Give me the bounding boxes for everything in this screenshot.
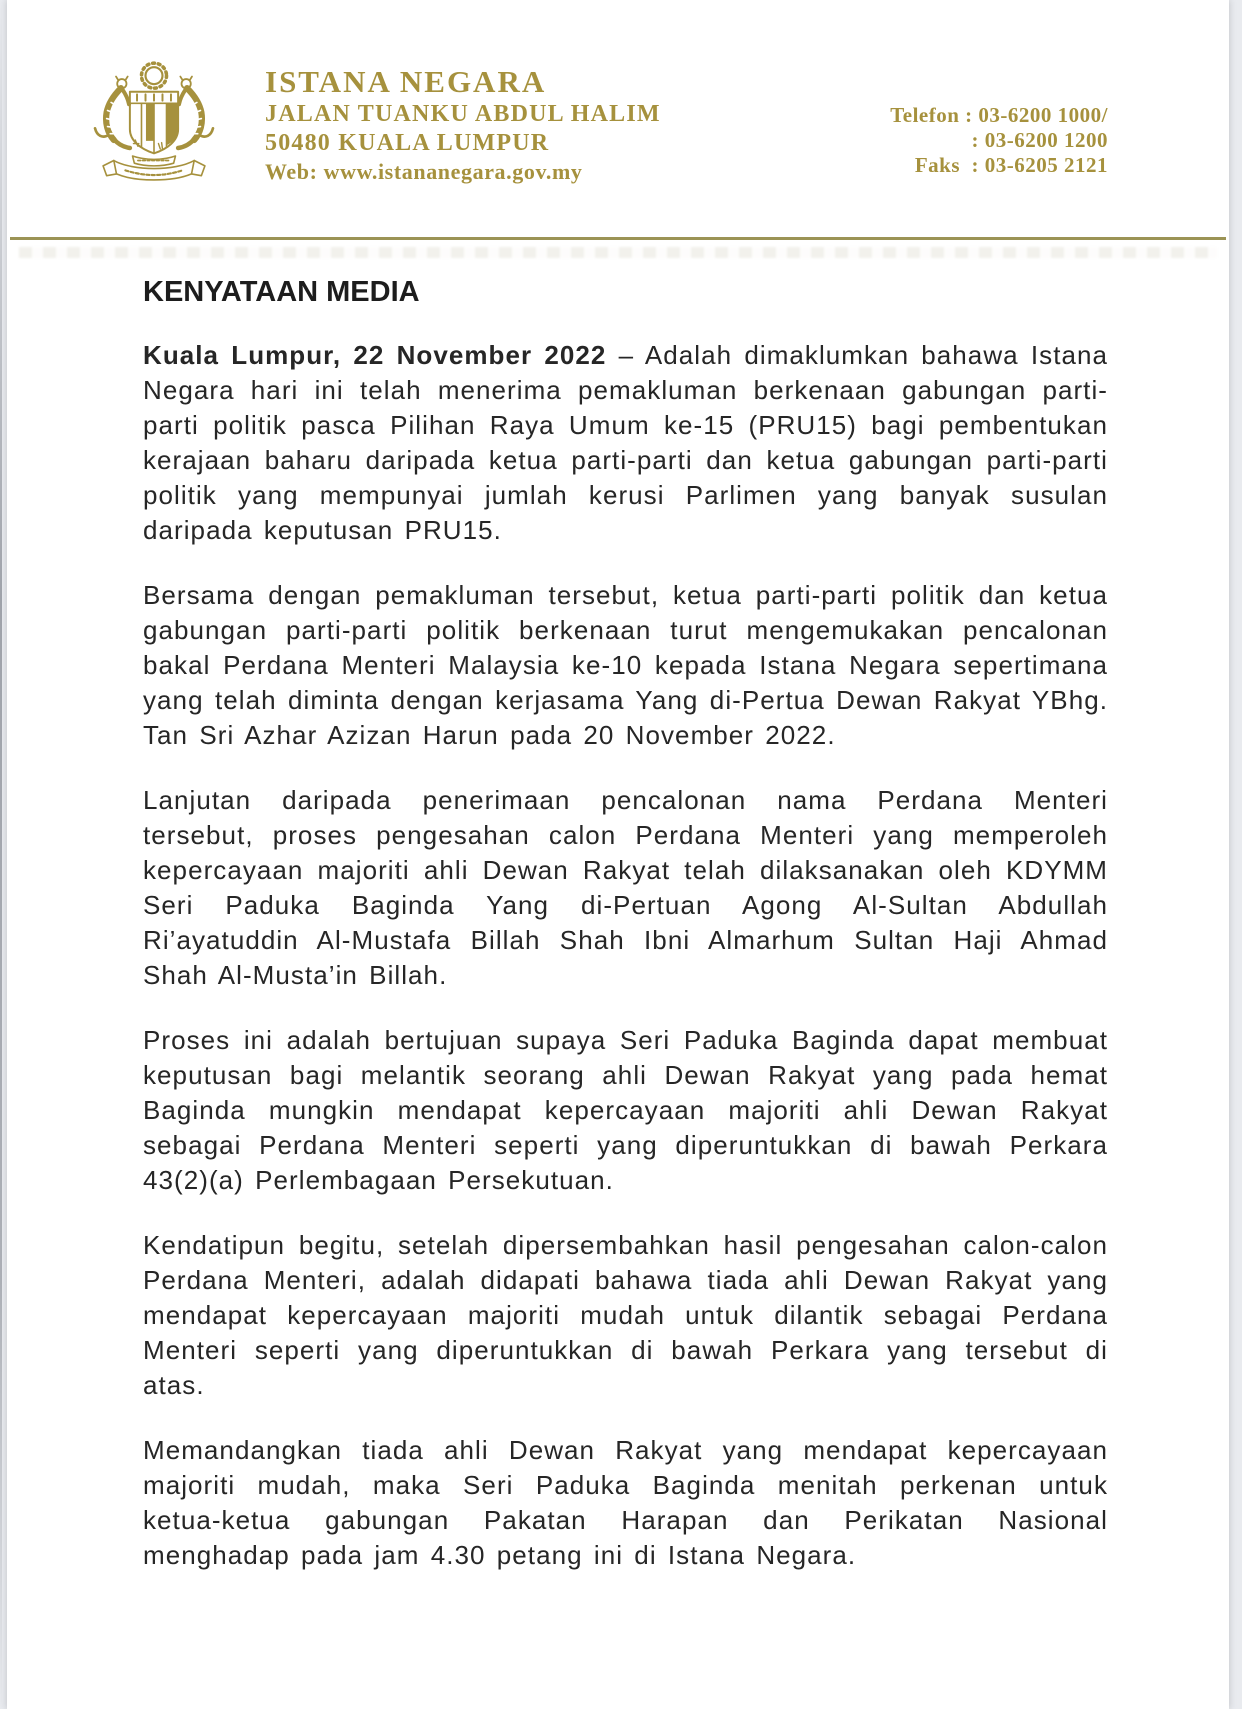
malaysia-coat-of-arms-icon [78, 56, 230, 190]
scan-bleed-artifact [19, 247, 1217, 258]
website-line: Web: www.istananegara.gov.my [265, 159, 583, 184]
paragraph-3 [143, 783, 1108, 993]
letterhead-divider [10, 237, 1226, 240]
paragraph-6 [143, 1433, 1108, 1573]
paragraph-1 [143, 338, 1108, 548]
paragraph-2-text: Bersama dengan pemakluman tersebut, ketua parti-parti politik dan ketua gabungan parti-parti politik berkenaan turut mengemukakan pencalonan bakal Perdana Menteri Malaysia ke-10 kepada Istana Negara sepertimana yang telah diminta dengan kerjasama Yang di-Pertua Dewan Rakyat YBhg. Tan Sri Azhar Azizan Harun pada 20 November 2022. [143, 580, 1108, 750]
document-heading: KENYATAAN MEDIA [143, 276, 420, 308]
paragraph-6-text: Memandangkan tiada ahli Dewan Rakyat yang mendapat kepercayaan majoriti mudah, maka Seri Paduka Baginda menitah perkenan untuk ketua-ketua gabungan Pakatan Harapan dan Perikatan Nasional menghadap pada jam 4.30 petang ini di Istana Negara. [143, 1435, 1108, 1570]
faks-line: Faks : 03-6205 2121 [914, 153, 1108, 177]
address-line-2: 50480 KUALA LUMPUR [265, 130, 550, 156]
letter-page [7, 0, 1229, 1709]
org-name: ISTANA NEGARA [265, 64, 547, 99]
paragraph-4 [143, 1023, 1108, 1198]
paragraph-1-text: – Adalah dimaklumkan bahawa Istana Negara hari ini telah menerima pemakluman berkenaan gabungan parti-parti politik pasca Pilihan Raya Umum ke-15 (PRU15) bagi pembentukan kerajaan baharu daripada ketua parti-parti dan ketua gabungan parti-parti politik yang mempunyai jumlah kerusi Parlimen yang banyak susulan daripada keputusan PRU15. [143, 340, 1108, 545]
dateline: Kuala Lumpur, 22 November 2022 [143, 340, 607, 370]
paragraph-4-text: Proses ini adalah bertujuan supaya Seri Paduka Baginda dapat membuat keputusan bagi melantik seorang ahli Dewan Rakyat yang pada hemat Baginda mungkin mendapat kepercayaan majoriti ahli Dewan Rakyat sebagai Perdana Menteri seperti yang diperuntukkan di bawah Perkara 43(2)(a) Perlembagaan Persekutuan. [143, 1025, 1108, 1195]
press-release-body [7, 276, 1229, 1573]
letterhead [7, 0, 1229, 239]
paragraph-5-text: Kendatipun begitu, setelah dipersembahkan hasil pengesahan calon-calon Perdana Menteri, adalah didapati bahawa tiada ahli Dewan Rakyat yang mendapat kepercayaan majoriti mudah untuk dilantik sebagai Perdana Menteri seperti yang diperuntukkan di bawah Perkara yang tersebut di atas. [143, 1230, 1108, 1400]
telefon-line-1: Telefon : 03-6200 1000/ [890, 103, 1108, 127]
address-line-1: JALAN TUANKU ABDUL HALIM [265, 101, 661, 127]
contact-block [890, 103, 1108, 178]
paragraph-2 [143, 578, 1108, 753]
paragraph-3-text: Lanjutan daripada penerimaan pencalonan nama Perdana Menteri tersebut, proses pengesahan calon Perdana Menteri yang memperoleh kepercayaan majoriti ahli Dewan Rakyat telah dilaksanakan oleh KDYMM Seri Paduka Baginda Yang di-Pertuan Agong Al-Sultan Abdullah Ri’ayatuddin Al-Mustafa Billah Shah Ibni Almarhum Sultan Haji Ahmad Shah Al-Musta’in Billah. [143, 785, 1108, 990]
paragraph-5 [143, 1228, 1108, 1403]
telefon-line-2: : 03-6200 1200 [971, 128, 1108, 152]
letterhead-text-block [265, 64, 661, 185]
